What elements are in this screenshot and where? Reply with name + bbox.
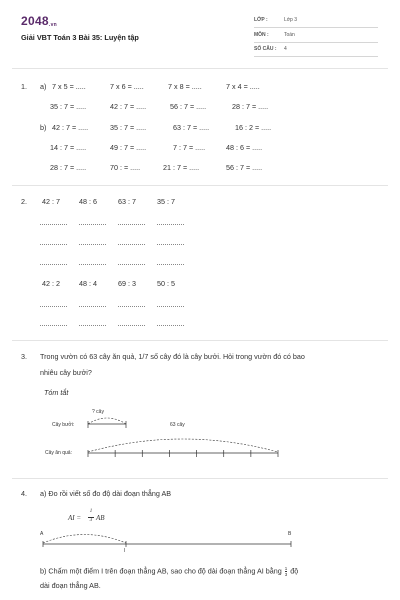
- q1-expr: 42 : 7 = .....: [110, 102, 147, 111]
- fraction-denominator: 3: [284, 572, 288, 577]
- q1-number: 1.: [21, 82, 27, 91]
- q3-text-line2: nhiêu cây bưởi?: [40, 368, 92, 377]
- q1-expr: 49 : 7 = .....: [110, 143, 147, 152]
- q1-expr: 7 : 7 = .....: [173, 143, 206, 152]
- q1-expr: 28 : 7 = .....: [50, 163, 87, 172]
- q4-number: 4.: [21, 489, 27, 498]
- q2-expr: 50 : 5: [157, 279, 175, 288]
- q4-point-b: B: [288, 531, 292, 537]
- q3-row2-label: Cây ăn quả:: [45, 450, 72, 456]
- q2-expr: 63 : 7: [118, 197, 136, 206]
- q3-number: 3.: [21, 352, 27, 361]
- q1-expr: 7 x 8 = .....: [168, 82, 202, 91]
- q4-formula-den: 3: [89, 518, 93, 523]
- meta-subject-label: MÔN :: [254, 32, 269, 38]
- q1-expr: 70 : = .....: [110, 163, 141, 172]
- q1-expr: 42 : 7 = .....: [52, 123, 89, 132]
- meta-class-value: Lớp 3: [284, 17, 298, 23]
- q1-expr: 21 : 7 = .....: [163, 163, 200, 172]
- q2-expr: 48 : 6: [79, 197, 97, 206]
- q2-expr: 69 : 3: [118, 279, 136, 288]
- meta-count-value: 4: [284, 46, 287, 52]
- q4-formula-left: AI =: [68, 514, 82, 522]
- q3-row1-label: Cây bưởi:: [52, 422, 75, 428]
- q2-expr: 48 : 4: [79, 279, 97, 288]
- page-title: Giải VBT Toán 3 Bài 35: Luyện tập: [21, 33, 139, 42]
- meta-subject-value: Toán: [284, 32, 295, 38]
- q2-expr: 42 : 2: [42, 279, 60, 288]
- q4-formula-num: 1: [89, 509, 93, 514]
- q4-point-i: I: [124, 548, 126, 554]
- q1-expr: 7 x 5 = .....: [52, 82, 86, 91]
- fraction-numerator: 1: [284, 566, 288, 571]
- q4-part-b-fraction: [285, 566, 288, 577]
- q1-expr: 16 : 2 = .....: [235, 123, 272, 132]
- q3-summary-label: Tóm tắt: [44, 388, 69, 397]
- q3-total-label: 63 cây: [170, 422, 185, 428]
- q1-expr: 35 : 7 = .....: [110, 123, 147, 132]
- q2-expr: 35 : 7: [157, 197, 175, 206]
- q1-part-a-label: a): [40, 82, 47, 91]
- q1-expr: 48 : 6 = .....: [226, 143, 263, 152]
- q1-expr: 35 : 7 = .....: [50, 102, 87, 111]
- q1-expr: 28 : 7 = .....: [232, 102, 269, 111]
- q4-formula-right: AB: [96, 514, 105, 522]
- q4-part-a: a) Đo rồi viết số đo độ dài đoạn thẳng AB: [40, 489, 172, 498]
- q3-fruit-tree-segment: [88, 439, 278, 457]
- q2-expr: 42 : 7: [42, 197, 60, 206]
- q4-part-b-text-end: độ: [290, 566, 299, 576]
- q1-expr: 56 : 7 = .....: [170, 102, 207, 111]
- q1-expr: 14 : 7 = .....: [50, 143, 87, 152]
- q1-expr: 56 : 7 = .....: [226, 163, 263, 172]
- meta-count-label: SỐ CÂU :: [254, 46, 277, 52]
- q1-part-b-label: b): [40, 123, 47, 132]
- meta-class-label: LỚP :: [254, 17, 268, 23]
- q2-number: 2.: [21, 197, 27, 206]
- q3-grapefruit-segment: [88, 418, 126, 428]
- q4-part-b-line2: dài đoạn thẳng AB.: [40, 581, 101, 590]
- q1-expr: 7 x 4 = .....: [226, 82, 260, 91]
- q4-segment-ab: [43, 535, 291, 548]
- q4-point-a: A: [40, 531, 44, 537]
- q1-expr: 7 x 6 = .....: [110, 82, 144, 91]
- q3-text-line1: Trong vườn có 63 cây ăn quả, 1/7 số cây đó là cây bưởi. Hỏi trong vườn đó có bao: [40, 352, 305, 361]
- q3-unknown-label: ? cây: [92, 409, 104, 415]
- q4-part-b-text: b) Chấm một điểm I trên đoạn thẳng AB, sao cho độ dài đoạn thẳng AI bằng: [40, 566, 282, 576]
- section-divider: [12, 478, 388, 479]
- q4-part-b-line1: [40, 566, 298, 577]
- q1-expr: 63 : 7 = .....: [173, 123, 210, 132]
- site-logo[interactable]: $2048_{.vn}$: [21, 14, 58, 28]
